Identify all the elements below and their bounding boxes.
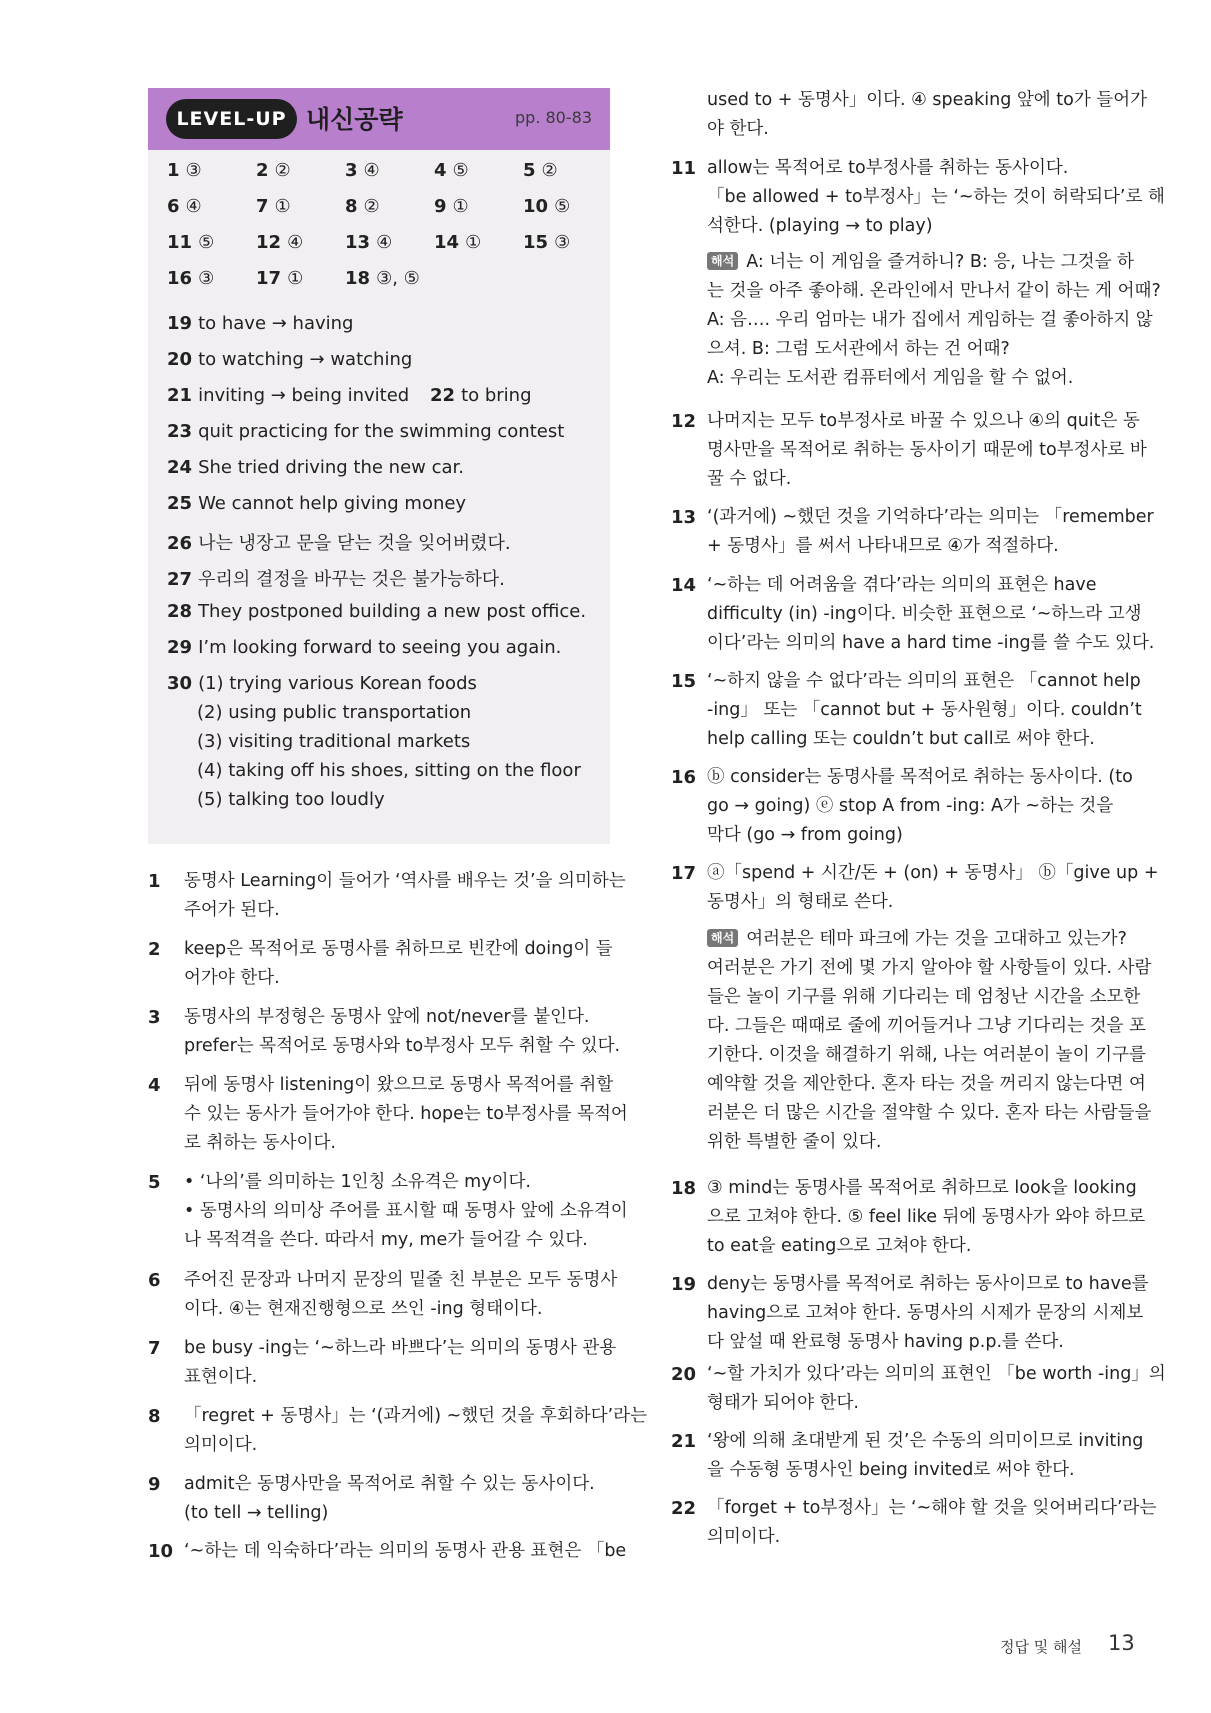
grid-answer: 9 ①: [434, 196, 469, 217]
answer-25: 25 We cannot help giving money: [167, 493, 467, 514]
page-number: 13: [1108, 1631, 1135, 1655]
grid-answer: 16 ③: [167, 268, 215, 289]
text-line: 위한 특별한 줄이 있다.: [707, 1132, 882, 1152]
text-line: 「regret + 동명사」는 ‘(과거에) ~했던 것을 후회하다’라는: [184, 1406, 647, 1426]
text-line: ⓐ「spend + 시간/돈 + (on) + 동명사」 ⓑ「give up +: [707, 863, 1159, 883]
grid-answer: 13 ④: [345, 232, 393, 253]
text-line: prefer는 목적어로 동명사와 to부정사 모두 취할 수 있다.: [184, 1036, 621, 1056]
text-line: • ‘나의’를 의미하는 1인칭 소유격은 my이다.: [184, 1172, 531, 1192]
text-line: ‘왕에 의해 초대받게 된 것’은 수동의 의미이므로 inviting: [707, 1431, 1144, 1451]
grid-answer: 18 ③, ⑤: [345, 268, 420, 289]
text-line: allow는 목적어로 to부정사를 취하는 동사이다.: [707, 158, 1069, 178]
text-line: 이다. ④는 현재진행형으로 쓰인 -ing 형태이다.: [184, 1299, 543, 1319]
text-line: ‘~하는 데 익숙하다’라는 의미의 동명사 관용 표현은 「be: [184, 1541, 627, 1561]
answer-30-5: (5) talking too loudly: [197, 789, 385, 810]
text-line: 예약할 것을 제안한다. 혼자 타는 것을 꺼리지 않는다면 여: [707, 1074, 1146, 1094]
text-line: 나머지는 모두 to부정사로 바꿀 수 있으나 ④의 quit은 동: [707, 411, 1140, 431]
text-line: keep은 목적어로 동명사를 취하므로 빈칸에 doing이 들: [184, 939, 613, 959]
text-line: 여러분은 가기 전에 몇 가지 알아야 할 사항들이 있다. 사람: [707, 958, 1152, 978]
grid-answer: 4 ⑤: [434, 160, 469, 181]
text-line: ⓑ consider는 동명사를 목적어로 취하는 동사이다. (to: [707, 767, 1133, 787]
grid-answer: 1 ③: [167, 160, 202, 181]
answer-22: 22 to bring: [430, 385, 532, 406]
grid-answer: 7 ①: [256, 196, 291, 217]
text-line: 주어진 문장과 나머지 문장의 밑줄 친 부분은 모두 동명사: [184, 1270, 618, 1290]
footer-label: 정답 및 해설: [1000, 1638, 1082, 1656]
grid-answer: 6 ④: [167, 196, 202, 217]
text-line: 는 것을 아주 좋아해. 온라인에서 만나서 같이 하는 게 어때?: [707, 281, 1161, 301]
text-line: be busy -ing는 ‘~하느라 바쁘다’는 의미의 동명사 관용: [184, 1338, 617, 1358]
text-line: help calling 또는 couldn’t but call로 써야 한다.: [707, 729, 1095, 749]
text-line: admit은 동명사만을 목적어로 취할 수 있는 동사이다.: [184, 1474, 595, 1494]
text-line: 의미이다.: [184, 1435, 258, 1455]
answer-23: 23 quit practicing for the swimming contest: [167, 421, 565, 442]
answer-27: 27 우리의 결정을 바꾸는 것은 불가능하다.: [167, 569, 505, 590]
text-line: 「forget + to부정사」는 ‘~해야 할 것을 잊어버리다’라는: [707, 1498, 1157, 1518]
text-line: 동명사」의 형태로 쓴다.: [707, 892, 894, 912]
text-line: 로 취하는 동사이다.: [184, 1133, 336, 1153]
text-line: -ing」 또는 「cannot but + 동사원형」이다. couldn’t: [707, 700, 1142, 720]
grid-answer: 12 ④: [256, 232, 304, 253]
text-line: 해석 여러분은 테마 파크에 가는 것을 고대하고 있는가?: [707, 925, 1151, 954]
text-line: A: 우리는 도서관 컴퓨터에서 게임을 할 수 없어.: [707, 368, 1074, 388]
grid-answer: 14 ①: [434, 232, 482, 253]
answer-20: 20 to watching → watching: [167, 349, 413, 370]
answer-box: [148, 88, 610, 844]
text-line: used to + 동명사」이다. ④ speaking 앞에 to가 들어가: [707, 90, 1148, 110]
text-line: difficulty (in) -ing이다. 비슷한 표현으로 ‘~하느라 고생: [707, 604, 1142, 624]
answer-30-2: (2) using public transportation: [197, 702, 472, 723]
page-range: pp. 80-83: [515, 108, 592, 127]
text-line: + 동명사」를 써서 나타내므로 ④가 적절하다.: [707, 536, 1059, 556]
text-line: ‘~하는 데 어려움을 겪다’라는 의미의 표현은 have: [707, 575, 1097, 595]
text-line: 주어가 된다.: [184, 900, 280, 920]
text-line: ‘~하지 않을 수 없다’라는 의미의 표현은 「cannot help: [707, 671, 1141, 691]
text-line: ‘~할 가치가 있다’라는 의미의 표현인 「be worth -ing」의: [707, 1364, 1166, 1384]
text-line: • 동명사의 의미상 주어를 표시할 때 동명사 앞에 소유격이: [184, 1201, 628, 1221]
text-line: 형태가 되어야 한다.: [707, 1393, 859, 1413]
translation-tag: 해석: [707, 929, 738, 947]
text-line: 동명사의 부정형은 동명사 앞에 not/never를 붙인다.: [184, 1007, 590, 1027]
answer-30: 30 (1) trying various Korean foods: [167, 673, 477, 694]
text-line: 뒤에 동명사 listening이 왔으므로 동명사 목적어를 취할: [184, 1075, 614, 1095]
answer-19: 19 to have → having: [167, 313, 354, 334]
text-line: ‘(과거에) ~했던 것을 기억하다’라는 의미는 「remember: [707, 507, 1154, 527]
grid-answer: 10 ⑤: [523, 196, 571, 217]
text-line: go → going) ⓔ stop A from -ing: A가 ~하는 것을: [707, 796, 1114, 816]
text-line: 이다’라는 의미의 have a hard time -ing를 쓸 수도 있다.: [707, 633, 1155, 653]
text-line: 표현이다.: [184, 1367, 258, 1387]
text-line: 의미이다.: [707, 1527, 781, 1547]
text-line: ③ mind는 동명사를 목적어로 취하므로 look을 looking: [707, 1178, 1137, 1198]
text-line: 꿀 수 없다.: [707, 469, 792, 489]
answer-26: 26 나는 냉장고 문을 닫는 것을 잊어버렸다.: [167, 533, 511, 554]
text-line: 러분은 더 많은 시간을 절약할 수 있다. 혼자 타는 사람들을: [707, 1103, 1152, 1123]
text-line: 석한다. (playing → to play): [707, 216, 933, 236]
text-line: 어가야 한다.: [184, 968, 280, 988]
answer-21: 21 inviting → being invited: [167, 385, 410, 406]
text-line: 해석 A: 너는 이 게임을 즐겨하니? B: 응, 나는 그것을 하: [707, 248, 1161, 277]
grid-answer: 15 ③: [523, 232, 571, 253]
answer-24: 24 She tried driving the new car.: [167, 457, 464, 478]
translation-tag: 해석: [707, 252, 738, 270]
text-line: 들은 놀이 기구를 위해 기다리는 데 엄청난 시간을 소모한: [707, 987, 1141, 1007]
grid-answer: 8 ②: [345, 196, 380, 217]
answer-29: 29 I’m looking forward to seeing you again.: [167, 637, 562, 658]
text-line: 야 한다.: [707, 119, 769, 139]
text-line: 기한다. 이것을 해결하기 위해, 나는 여러분이 놀이 기구를: [707, 1045, 1146, 1065]
text-line: 수 있는 동사가 들어가야 한다. hope는 to부정사를 목적어: [184, 1104, 628, 1124]
answer-30-4: (4) taking off his shoes, sitting on the floor: [197, 760, 581, 781]
text-line: A: 음…. 우리 엄마는 내가 집에서 게임하는 걸 좋아하지 않: [707, 310, 1153, 330]
text-line: 나 목적격을 쓴다. 따라서 my, me가 들어갈 수 있다.: [184, 1230, 588, 1250]
text-line: 동명사 Learning이 들어가 ‘역사를 배우는 것’을 의미하는: [184, 871, 626, 891]
text-line: 「be allowed + to부정사」는 ‘~하는 것이 허락되다’로 해: [707, 187, 1165, 207]
answer-28: 28 They postponed building a new post office.: [167, 601, 587, 622]
text-line: deny는 동명사를 목적어로 취하는 동사이므로 to have를: [707, 1274, 1149, 1294]
text-line: 다. 그들은 때때로 줄에 끼어들거나 그냥 기다리는 것을 포: [707, 1016, 1146, 1036]
answer-box-header: [148, 88, 610, 150]
text-line: 으로 고쳐야 한다. ⑤ feel like 뒤에 동명사가 와야 하므로: [707, 1207, 1146, 1227]
text-line: to eat을 eating으로 고쳐야 한다.: [707, 1236, 972, 1256]
section-title: 내신공략: [306, 105, 403, 134]
grid-answer: 17 ①: [256, 268, 304, 289]
grid-answer: 5 ②: [523, 160, 558, 181]
text-line: 을 수동형 동명사인 being invited로 써야 한다.: [707, 1460, 1075, 1480]
text-line: 다 앞설 때 완료형 동명사 having p.p.를 쓴다.: [707, 1332, 1064, 1352]
level-up-badge: LEVEL-UP: [166, 99, 297, 139]
grid-answer: 3 ④: [345, 160, 380, 181]
text-line: 명사만을 목적어로 취하는 동사이기 때문에 to부정사로 바: [707, 440, 1147, 460]
grid-answer: 2 ②: [256, 160, 291, 181]
answer-30-3: (3) visiting traditional markets: [197, 731, 471, 752]
text-line: 막다 (go → from going): [707, 825, 903, 845]
grid-answer: 11 ⑤: [167, 232, 215, 253]
text-line: (to tell → telling): [184, 1503, 329, 1523]
text-line: having으로 고쳐야 한다. 동명사의 시제가 문장의 시제보: [707, 1303, 1144, 1323]
text-line: 으셔. B: 그럼 도서관에서 하는 건 어때?: [707, 339, 1010, 359]
